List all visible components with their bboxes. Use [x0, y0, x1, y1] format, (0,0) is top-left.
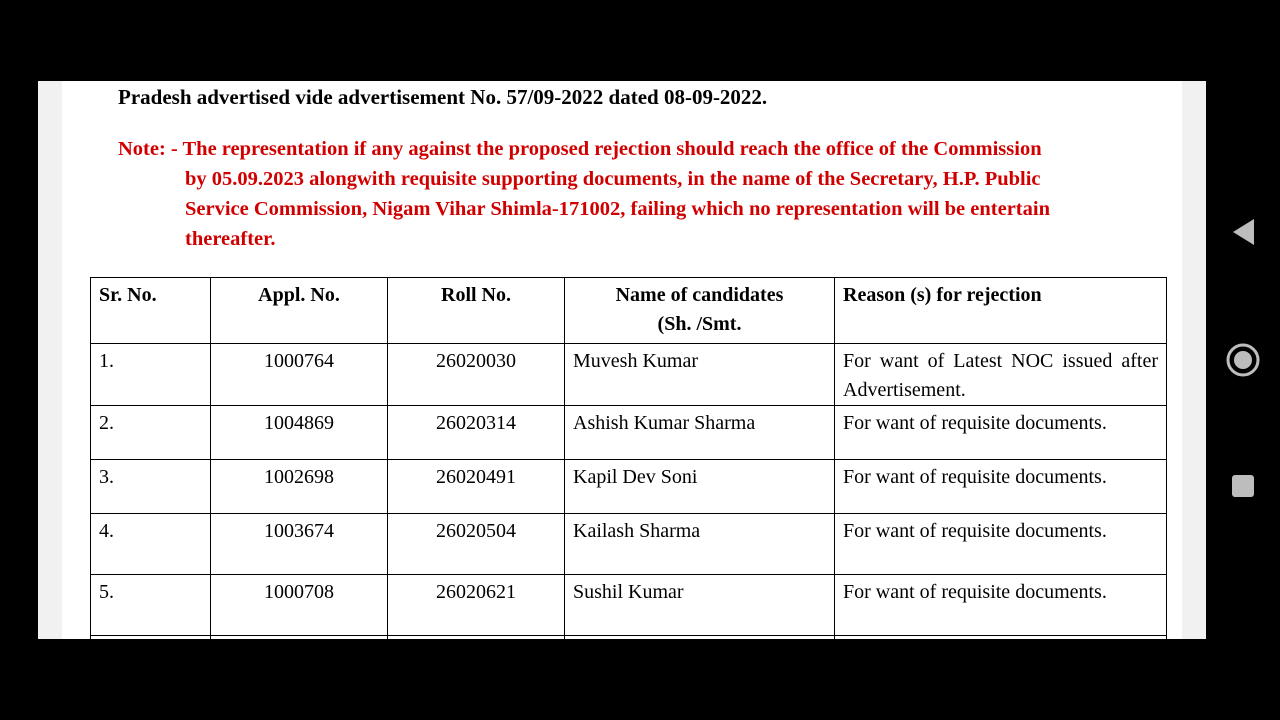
cell-reason: For want of requisite documents. [835, 406, 1167, 460]
cell-sr-no: 5. [91, 575, 211, 636]
home-circle-icon [1225, 342, 1261, 378]
cell-empty [211, 636, 388, 640]
note-line: Note: - The representation if any against the proposed rejection should reach the office of the Commission [118, 138, 1042, 160]
table-row [91, 575, 1167, 636]
cell-appl-no: 1000708 [211, 575, 388, 636]
table-row [91, 344, 1167, 406]
cell-reason: For want of requisite documents. [835, 514, 1167, 575]
cell-appl-no: 1002698 [211, 460, 388, 514]
cell-empty [565, 636, 835, 640]
header-appl-no: Appl. No. [211, 278, 388, 344]
home-button[interactable] [1222, 339, 1264, 381]
cell-empty [388, 636, 565, 640]
note-line: by 05.09.2023 alongwith requisite supporting documents, in the name of the Secretary, H.P. Public [185, 168, 1041, 190]
header-roll-no: Roll No. [388, 278, 565, 344]
cell-sr-no: 4. [91, 514, 211, 575]
cell-sr-no: 3. [91, 460, 211, 514]
header-name [565, 278, 835, 344]
document-page [62, 81, 1182, 639]
header-sr-no: Sr. No. [91, 278, 211, 344]
table-row [91, 460, 1167, 514]
cell-reason: For want of Latest NOC issued after Advertisement. [835, 344, 1167, 406]
header-name-line2: (Sh. /Smt. [657, 313, 742, 335]
cell-sr-no: 1. [91, 344, 211, 406]
table-header-row [91, 278, 1167, 344]
back-triangle-icon [1230, 217, 1256, 247]
note-line: Service Commission, Nigam Vihar Shimla-171002, failing which no representation will be entertain [185, 198, 1050, 220]
cell-name: Ashish Kumar Sharma [565, 406, 835, 460]
cell-empty [91, 636, 211, 640]
recents-square-icon [1230, 473, 1256, 499]
cell-name: Kapil Dev Soni [565, 460, 835, 514]
cell-roll-no: 26020030 [388, 344, 565, 406]
cell-appl-no: 1003674 [211, 514, 388, 575]
cell-reason: For want of requisite documents. [835, 575, 1167, 636]
cell-empty [835, 636, 1167, 640]
cell-name: Sushil Kumar [565, 575, 835, 636]
note-line: thereafter. [185, 228, 276, 250]
android-navigation-bar [1206, 0, 1280, 720]
table-row [91, 514, 1167, 575]
cell-roll-no: 26020504 [388, 514, 565, 575]
cell-sr-no: 2. [91, 406, 211, 460]
header-reason: Reason (s) for rejection [835, 278, 1167, 344]
cell-roll-no: 26020491 [388, 460, 565, 514]
cell-name: Muvesh Kumar [565, 344, 835, 406]
cell-name: Kailash Sharma [565, 514, 835, 575]
back-button[interactable] [1222, 211, 1264, 253]
cell-appl-no: 1000764 [211, 344, 388, 406]
cell-roll-no: 26020621 [388, 575, 565, 636]
table-row-partial [91, 636, 1167, 640]
advertisement-line: Pradesh advertised vide advertisement No. 57/09-2022 dated 08-09-2022. [118, 85, 768, 109]
header-name-line1: Name of candidates [615, 284, 784, 306]
cell-reason: For want of requisite documents. [835, 460, 1167, 514]
recents-button[interactable] [1222, 465, 1264, 507]
cell-appl-no: 1004869 [211, 406, 388, 460]
cell-roll-no: 26020314 [388, 406, 565, 460]
table-row [91, 406, 1167, 460]
document-viewer[interactable] [38, 81, 1206, 639]
rejection-table [90, 277, 1167, 639]
note-paragraph [118, 134, 1142, 254]
